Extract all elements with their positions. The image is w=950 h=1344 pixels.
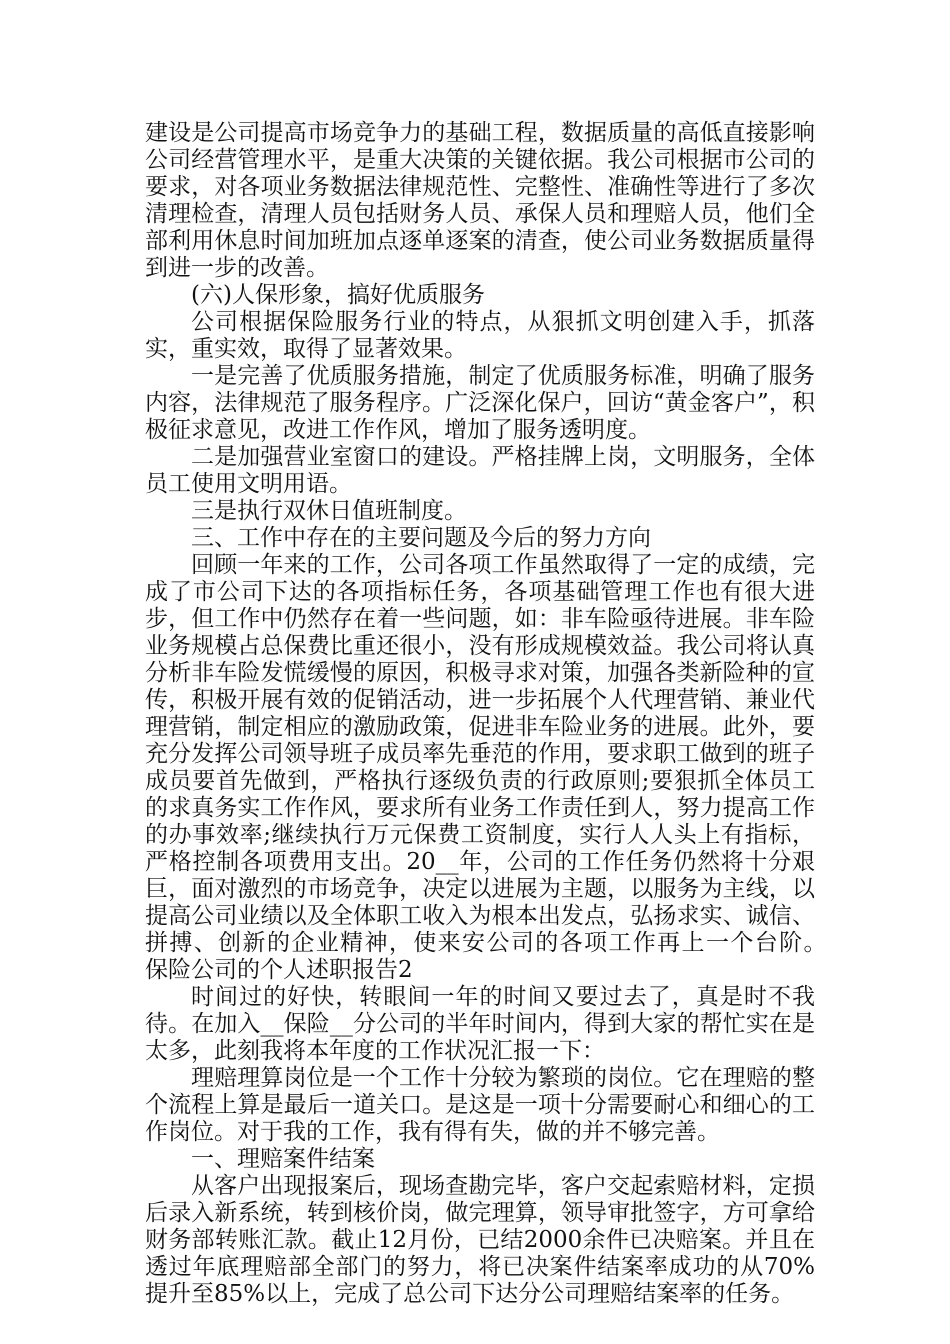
section-heading-problems: 三、工作中存在的主要问题及今后的努力方向 (191, 525, 651, 551)
paragraph-claims-position: 理赔理算岗位是一个工作十分较为繁琐的岗位。它在理赔的整个流程上算是最后一道关口。是这是一项十分需要耐心和细心的工作岗位。对于我的工作，我有得有失，做的并不够完善。 (145, 1065, 815, 1145)
paragraph-review-year: 回顾一年来的工作，公司各项工作虽然取得了一定的成绩，完成了市公司下达的各项指标任务，各项基础管理工作也有很大进步，但工作中仍然存在着一些问题，如：非车险亟待进展。非车险业务规模占总保费比重还很小，没有形成规模效益。我公司将认真分析非车险发慌缓慢的原因，积极寻求对策，加强各类新险种的宣传，积极开展有效的促销活动，进一步拓展个人代理营销、兼业代理营销，制定相应的激励政策，促进非车险业务的进展。此外，要充分发挥公司领导班子成员率先垂范的作用，要求职工做到的班子成员要首先做到，严格执行逐级负责的行政原则;要狠抓全体员工的求真务实工作作风，要求所有业务工作责任到人，努力提高工作的办事效率;继续执行万元保费工资制度，实行人人头上有指标，严格控制各项费用支出。20__年，公司的工作任务仍然将十分艰巨，面对激烈的市场竞争，决定以进展为主题，以服务为主线，以提高公司业绩以及全体职工收入为根本出发点，弘扬求实、诚信、拼搏、创新的企业精神，使来安公司的各项工作再上一个台阶。 保险公司的个人述职报告2 (145, 552, 861, 983)
document-page (145, 120, 861, 1308)
paragraph-time-passes: 时间过的好快，转眼间一年的时间又要过去了，真是时不我待。在加入__保险__分公司的半年时间内，得到大家的帮忙实在是太多，此刻我将本年度的工作状况汇报一下： (145, 984, 815, 1064)
paragraph-weekend-duty: 三是执行双休日值班制度。 (191, 498, 467, 524)
paragraph-data-quality: 建设是公司提高市场竞争力的基础工程，数据质量的高低直接影响公司经营管理水平，是重大决策的关键依据。我公司根据市公司的要求，对各项业务数据法律规范性、完整性、准确性等进行了多次清理检查，清理人员包括财务人员、承保人员和理赔人员，他们全部利用休息时间加班加点逐单逐案的清查，使公司业务数据质量得到进一步的改善。 (145, 120, 815, 281)
paragraph-service-measures: 一是完善了优质服务措施，制定了优质服务标准，明确了服务内容，法律规范了服务程序。广泛深化保户，回访“黄金客户”，积极征求意见，改进工作作风，增加了服务透明度。 (145, 363, 815, 443)
paragraph-claims-process: 从客户出现报案后，现场查勘完毕，客户交起索赔材料，定损后录入新系统，转到核价岗，做完理算，领导审批签字，方可拿给财务部转账汇款。截止12月份，已结2000余件已决赔案。并且在透过年底理赔部全部门的努力，将已决案件结案率成功的从70%提升至85%以上，完成了总公司下达分公司理赔结案率的任务。 (145, 1173, 815, 1307)
paragraph-service-results: 公司根据保险服务行业的特点，从狠抓文明创建入手，抓落实，重实效，取得了显著效果。 (145, 309, 815, 362)
section-heading-claims-closing: 一、理赔案件结案 (191, 1146, 375, 1172)
section-heading-service-image: (六)人保形象，搞好优质服务 (191, 282, 485, 308)
paragraph-window-construction: 二是加强营业室窗口的建设。严格挂牌上岗，文明服务，全体员工使用文明用语。 (145, 444, 815, 497)
